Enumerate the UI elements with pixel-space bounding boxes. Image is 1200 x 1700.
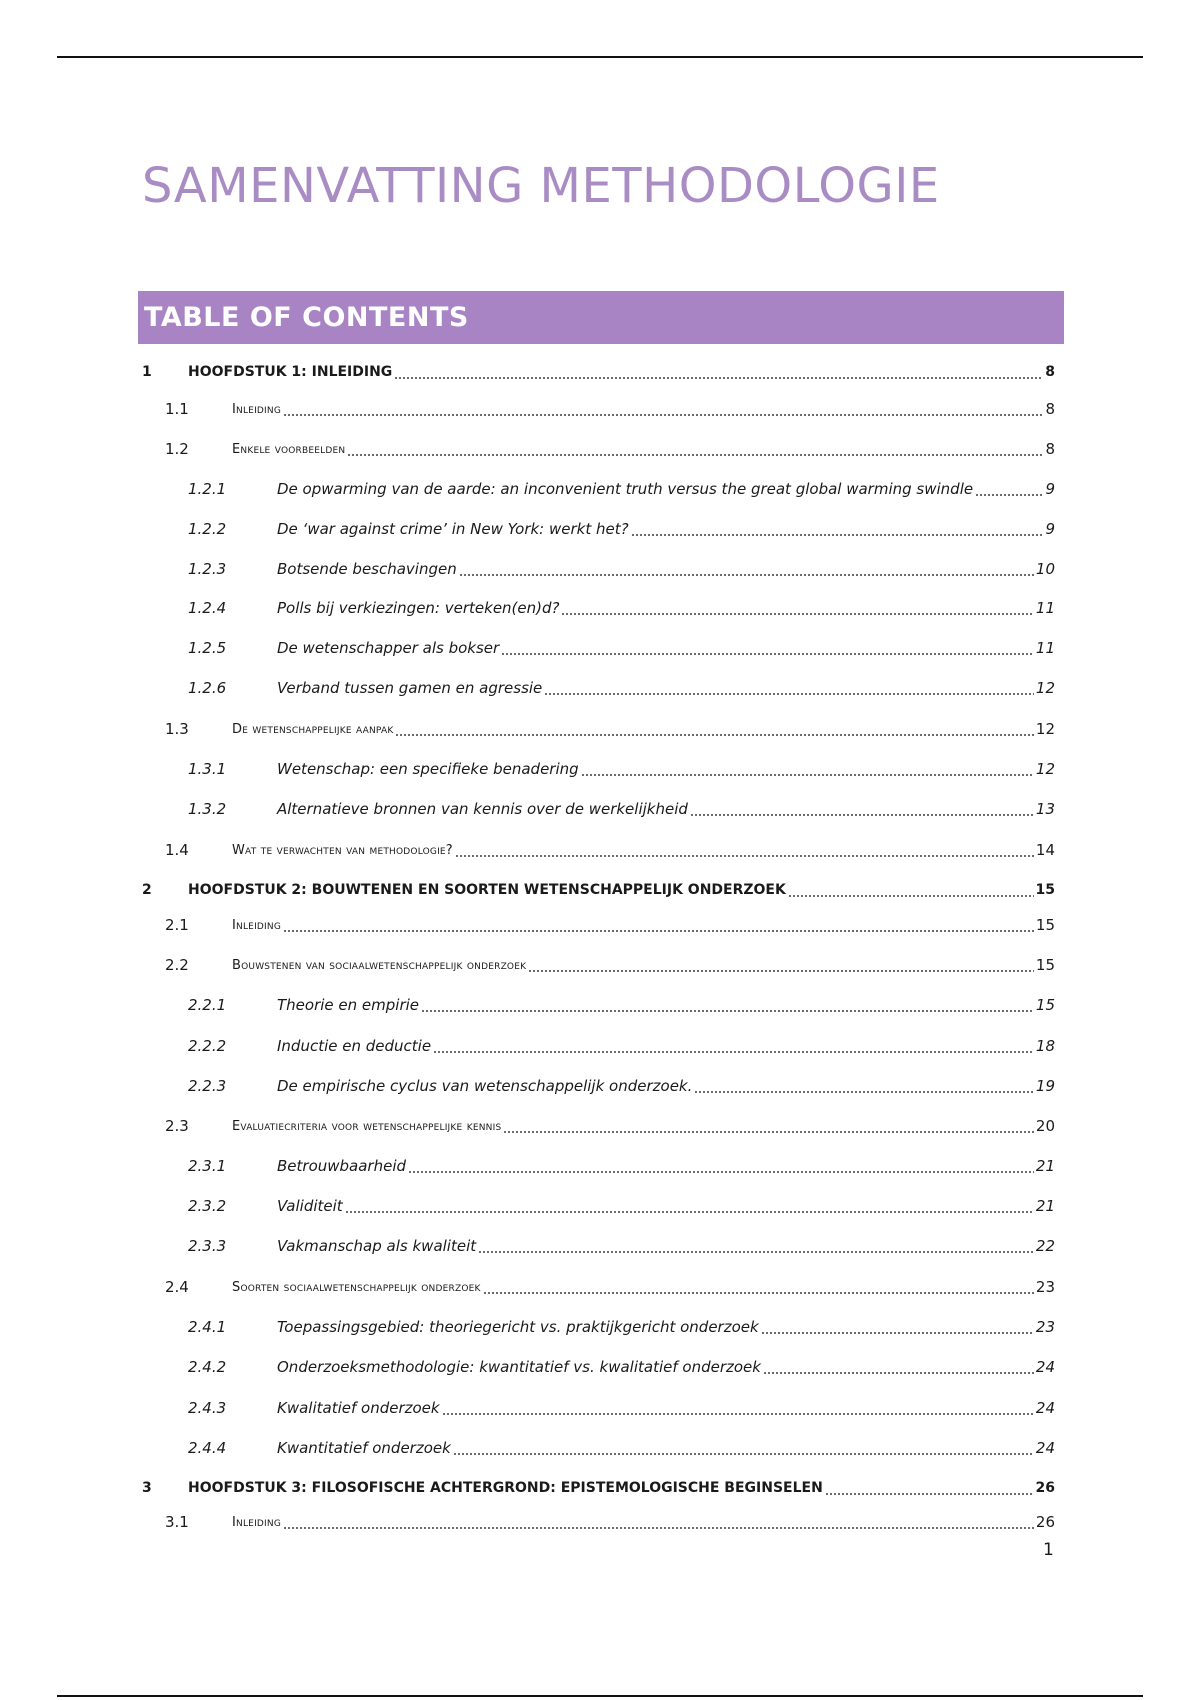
toc-entry[interactable] — [0, 397, 1200, 421]
toc-entry-page: 10 — [1035, 560, 1055, 578]
toc-entry-title[interactable]: De wetenschappelijke aanpak — [232, 721, 394, 737]
toc-dot-leader — [421, 1010, 1034, 1012]
toc-entry-line — [232, 437, 1055, 461]
toc-entry-line — [277, 1074, 1055, 1098]
toc-entry-title[interactable]: HOOFDSTUK 1: INLEIDING — [188, 364, 393, 380]
toc-entry-page: 21 — [1035, 1197, 1055, 1215]
toc-entry-page: 18 — [1035, 1037, 1055, 1055]
toc-entry-line — [232, 397, 1055, 421]
toc-entry[interactable] — [0, 636, 1200, 660]
toc-entry-number: 1.4 — [165, 841, 189, 859]
toc-entry-line — [232, 953, 1055, 977]
toc-entry[interactable] — [0, 1315, 1200, 1339]
toc-entry[interactable] — [0, 437, 1200, 461]
toc-entry-title[interactable]: Toepassingsgebied: theoriegericht vs. praktijkgericht onderzoek — [277, 1318, 759, 1336]
toc-dot-leader — [442, 1413, 1034, 1415]
toc-entry-title[interactable]: HOOFDSTUK 3: FILOSOFISCHE ACHTERGROND: EPISTEMOLOGISCHE BEGINSELEN — [188, 1480, 823, 1496]
top-rule — [57, 56, 1143, 58]
toc-entry-line — [277, 676, 1055, 700]
toc-entry-page: 8 — [1045, 400, 1055, 418]
toc-entry-line — [188, 1476, 1055, 1500]
toc-entry-page: 26 — [1035, 1513, 1055, 1531]
toc-dot-leader — [345, 1211, 1034, 1213]
toc-dot-leader — [347, 454, 1043, 456]
toc-entry[interactable] — [0, 878, 1200, 902]
toc-dot-leader — [788, 895, 1034, 897]
toc-entry-title[interactable]: Verband tussen gamen en agressie — [277, 679, 543, 697]
toc-entry-number: 2 — [142, 882, 152, 898]
toc-entry-number: 3.1 — [165, 1513, 189, 1531]
toc-entry-line — [232, 1275, 1055, 1299]
toc-entry-page: 11 — [1035, 639, 1055, 657]
toc-entry-number: 2.4 — [165, 1278, 189, 1296]
toc-entry-page: 22 — [1035, 1237, 1055, 1255]
toc-entry-line — [277, 1396, 1055, 1420]
toc-dot-leader — [478, 1251, 1034, 1253]
toc-entry-number: 2.4.3 — [188, 1399, 227, 1417]
toc-entry-title[interactable]: Botsende beschavingen — [277, 560, 457, 578]
toc-entry-line — [277, 557, 1055, 581]
toc-heading-band — [138, 291, 1064, 344]
toc-entry-number: 1.3.2 — [188, 800, 227, 818]
toc-entry-number: 1.1 — [165, 400, 189, 418]
toc-entry-title[interactable]: Evaluatiecriteria voor wetenschappelijke kennis — [232, 1118, 502, 1134]
toc-dot-leader — [394, 377, 1043, 379]
toc-dot-leader — [459, 574, 1034, 576]
toc-entry-number: 1.2.4 — [188, 599, 227, 617]
toc-entry[interactable] — [0, 913, 1200, 937]
toc-entry[interactable] — [0, 1396, 1200, 1420]
toc-dot-leader — [761, 1332, 1034, 1334]
toc-entry-title[interactable]: Wat te verwachten van methodologie? — [232, 842, 453, 858]
toc-entry-number: 1.2.5 — [188, 639, 227, 657]
toc-entry-title[interactable]: Inleiding — [232, 401, 282, 417]
toc-entry-page: 9 — [1045, 520, 1055, 538]
toc-dot-leader — [763, 1372, 1034, 1374]
toc-dot-leader — [283, 930, 1034, 932]
toc-dot-leader — [501, 653, 1034, 655]
toc-entry-page: 23 — [1035, 1318, 1055, 1336]
toc-dot-leader — [433, 1051, 1034, 1053]
toc-entry-line — [277, 797, 1055, 821]
toc-entry-number: 2.1 — [165, 916, 189, 934]
toc-dot-leader — [581, 774, 1034, 776]
toc-entry-title[interactable]: Kwalitatief onderzoek — [277, 1399, 440, 1417]
toc-entry[interactable] — [0, 1476, 1200, 1500]
toc-entry-page: 12 — [1035, 720, 1055, 738]
toc-entry-number: 2.3 — [165, 1117, 189, 1135]
toc-entry-page: 9 — [1045, 480, 1055, 498]
toc-entry-title[interactable]: De empirische cyclus van wetenschappelijk onderzoek. — [277, 1077, 693, 1095]
document-title: SAMENVATTING METHODOLOGIE — [142, 158, 940, 214]
toc-entry-title[interactable]: Polls bij verkiezingen: verteken(en)d? — [277, 599, 560, 617]
toc-entry[interactable] — [0, 953, 1200, 977]
toc-entry-page: 15 — [1035, 916, 1055, 934]
toc-entry-line — [232, 1510, 1055, 1534]
toc-entry-title[interactable]: De opwarming van de aarde: an inconvenient truth versus the great global warming swindle — [277, 480, 974, 498]
toc-dot-leader — [825, 1493, 1034, 1495]
toc-entry-line — [232, 717, 1055, 741]
toc-entry-line — [232, 838, 1055, 862]
toc-entry-line — [277, 1436, 1055, 1460]
toc-dot-leader — [561, 613, 1033, 615]
toc-entry-page: 26 — [1035, 1480, 1055, 1496]
toc-dot-leader — [631, 534, 1044, 536]
toc-dot-leader — [694, 1091, 1034, 1093]
toc-entry-number: 1.2.1 — [188, 480, 227, 498]
toc-entry-line — [188, 878, 1055, 902]
bottom-rule — [57, 1695, 1143, 1697]
toc-entry-line — [277, 596, 1055, 620]
toc-entry-number: 1.2 — [165, 440, 189, 458]
toc-entry-page: 8 — [1045, 440, 1055, 458]
toc-entry[interactable] — [0, 477, 1200, 501]
toc-entry-page: 24 — [1035, 1439, 1055, 1457]
toc-entry[interactable] — [0, 993, 1200, 1017]
toc-entry-line — [277, 1154, 1055, 1178]
toc-entry-title[interactable]: Betrouwbaarheid — [277, 1157, 407, 1175]
toc-entry-page: 13 — [1035, 800, 1055, 818]
toc-entry[interactable] — [0, 1510, 1200, 1534]
toc-entry[interactable] — [0, 717, 1200, 741]
toc-entry[interactable] — [0, 1355, 1200, 1379]
toc-entry-number: 1.2.3 — [188, 560, 227, 578]
toc-entry[interactable] — [0, 557, 1200, 581]
toc-entry-page: 15 — [1035, 882, 1055, 898]
toc-entry-number: 1 — [142, 364, 152, 380]
toc-entry-title[interactable]: Bouwstenen van sociaalwetenschappelijk onderzoek — [232, 957, 527, 973]
toc-entry-number: 3 — [142, 1480, 152, 1496]
toc-entry-line — [188, 360, 1055, 384]
toc-entry-title[interactable]: Inleiding — [232, 917, 282, 933]
toc-entry-line — [277, 757, 1055, 781]
toc-entry[interactable] — [0, 797, 1200, 821]
toc-dot-leader — [283, 1527, 1034, 1529]
toc-entry-line — [277, 1234, 1055, 1258]
toc-entry[interactable] — [0, 1275, 1200, 1299]
toc-entry-number: 1.2.2 — [188, 520, 227, 538]
toc-entry-page: 12 — [1035, 760, 1055, 778]
toc-entry-title[interactable]: Onderzoeksmethodologie: kwantitatief vs. kwalitatief onderzoek — [277, 1358, 761, 1376]
toc-entry-title[interactable]: Validiteit — [277, 1197, 343, 1215]
toc-entry-number: 2.4.2 — [188, 1358, 227, 1376]
toc-entry-page: 15 — [1035, 996, 1055, 1014]
toc-entry-title[interactable]: Alternatieve bronnen van kennis over de werkelijkheid — [277, 800, 688, 818]
toc-entry-title[interactable]: Inductie en deductie — [277, 1037, 432, 1055]
toc-entry[interactable] — [0, 1114, 1200, 1138]
toc-entry-line — [277, 517, 1055, 541]
toc-dot-leader — [544, 693, 1034, 695]
toc-entry-number: 2.2.2 — [188, 1037, 227, 1055]
toc-dot-leader — [975, 494, 1043, 496]
toc-entry-number: 2.4.1 — [188, 1318, 227, 1336]
toc-entry-line — [277, 636, 1055, 660]
toc-entry-line — [232, 913, 1055, 937]
toc-entry-page: 21 — [1035, 1157, 1055, 1175]
toc-dot-leader — [395, 734, 1033, 736]
toc-entry-page: 24 — [1035, 1399, 1055, 1417]
toc-entry-number: 2.3.1 — [188, 1157, 227, 1175]
toc-dot-leader — [283, 414, 1043, 416]
toc-entry[interactable] — [0, 1034, 1200, 1058]
toc-entry-page: 19 — [1035, 1077, 1055, 1095]
toc-entry[interactable] — [0, 1234, 1200, 1258]
toc-entry-title[interactable]: Vakmanschap als kwaliteit — [277, 1237, 477, 1255]
toc-entry-title[interactable]: Theorie en empirie — [277, 996, 420, 1014]
toc-entry-page: 15 — [1035, 956, 1055, 974]
toc-dot-leader — [503, 1131, 1034, 1133]
toc-entry[interactable] — [0, 360, 1200, 384]
toc-dot-leader — [455, 855, 1034, 857]
toc-heading: TABLE OF CONTENTS — [144, 302, 469, 333]
toc-entry-number: 1.3 — [165, 720, 189, 738]
toc-entry[interactable] — [0, 1154, 1200, 1178]
toc-entry-number: 2.2.1 — [188, 996, 227, 1014]
toc-entry-title[interactable]: Soorten sociaalwetenschappelijk onderzoek — [232, 1279, 481, 1295]
toc-dot-leader — [690, 814, 1034, 816]
toc-entry-title[interactable]: De wetenschapper als bokser — [277, 639, 500, 657]
toc-entry-line — [277, 993, 1055, 1017]
toc-entry-line — [277, 477, 1055, 501]
toc-entry-page: 11 — [1035, 599, 1055, 617]
toc-entry-page: 12 — [1035, 679, 1055, 697]
toc-entry-title[interactable]: De ‘war against crime’ in New York: werkt het? — [277, 520, 629, 538]
toc-entry[interactable] — [0, 596, 1200, 620]
toc-entry-number: 2.3.3 — [188, 1237, 227, 1255]
toc-entry-page: 14 — [1035, 841, 1055, 859]
toc-entry[interactable] — [0, 1194, 1200, 1218]
toc-entry-title[interactable]: Enkele voorbeelden — [232, 441, 346, 457]
toc-dot-leader — [528, 970, 1034, 972]
toc-entry-page: 20 — [1035, 1117, 1055, 1135]
toc-entry-number: 2.4.4 — [188, 1439, 227, 1457]
toc-dot-leader — [483, 1292, 1034, 1294]
toc-dot-leader — [408, 1171, 1034, 1173]
toc-entry-line — [277, 1194, 1055, 1218]
toc-entry-line — [232, 1114, 1055, 1138]
toc-entry-page: 8 — [1045, 364, 1055, 380]
toc-entry-number: 1.3.1 — [188, 760, 227, 778]
toc-entry-line — [277, 1315, 1055, 1339]
toc-dot-leader — [453, 1453, 1034, 1455]
toc-entry-title[interactable]: Kwantitatief onderzoek — [277, 1439, 451, 1457]
toc-entry-title[interactable]: HOOFDSTUK 2: BOUWTENEN EN SOORTEN WETENSCHAPPELIJK ONDERZOEK — [188, 882, 786, 898]
toc-entry-number: 2.3.2 — [188, 1197, 227, 1215]
toc-entry-line — [277, 1355, 1055, 1379]
toc-entry-page: 23 — [1035, 1278, 1055, 1296]
toc-entry-number: 1.2.6 — [188, 679, 227, 697]
toc-entry[interactable] — [0, 1074, 1200, 1098]
toc-entry-number: 2.2.3 — [188, 1077, 227, 1095]
toc-entry-title[interactable]: Inleiding — [232, 1514, 282, 1530]
toc-entry[interactable] — [0, 517, 1200, 541]
toc-entry[interactable] — [0, 757, 1200, 781]
toc-entry-number: 2.2 — [165, 956, 189, 974]
toc-entry-page: 24 — [1035, 1358, 1055, 1376]
toc-entry-line — [277, 1034, 1055, 1058]
toc-entry[interactable] — [0, 838, 1200, 862]
toc-entry-title[interactable]: Wetenschap: een specifieke benadering — [277, 760, 579, 778]
page-number: 1 — [1043, 1540, 1054, 1560]
toc-entry[interactable] — [0, 676, 1200, 700]
toc-entry[interactable] — [0, 1436, 1200, 1460]
